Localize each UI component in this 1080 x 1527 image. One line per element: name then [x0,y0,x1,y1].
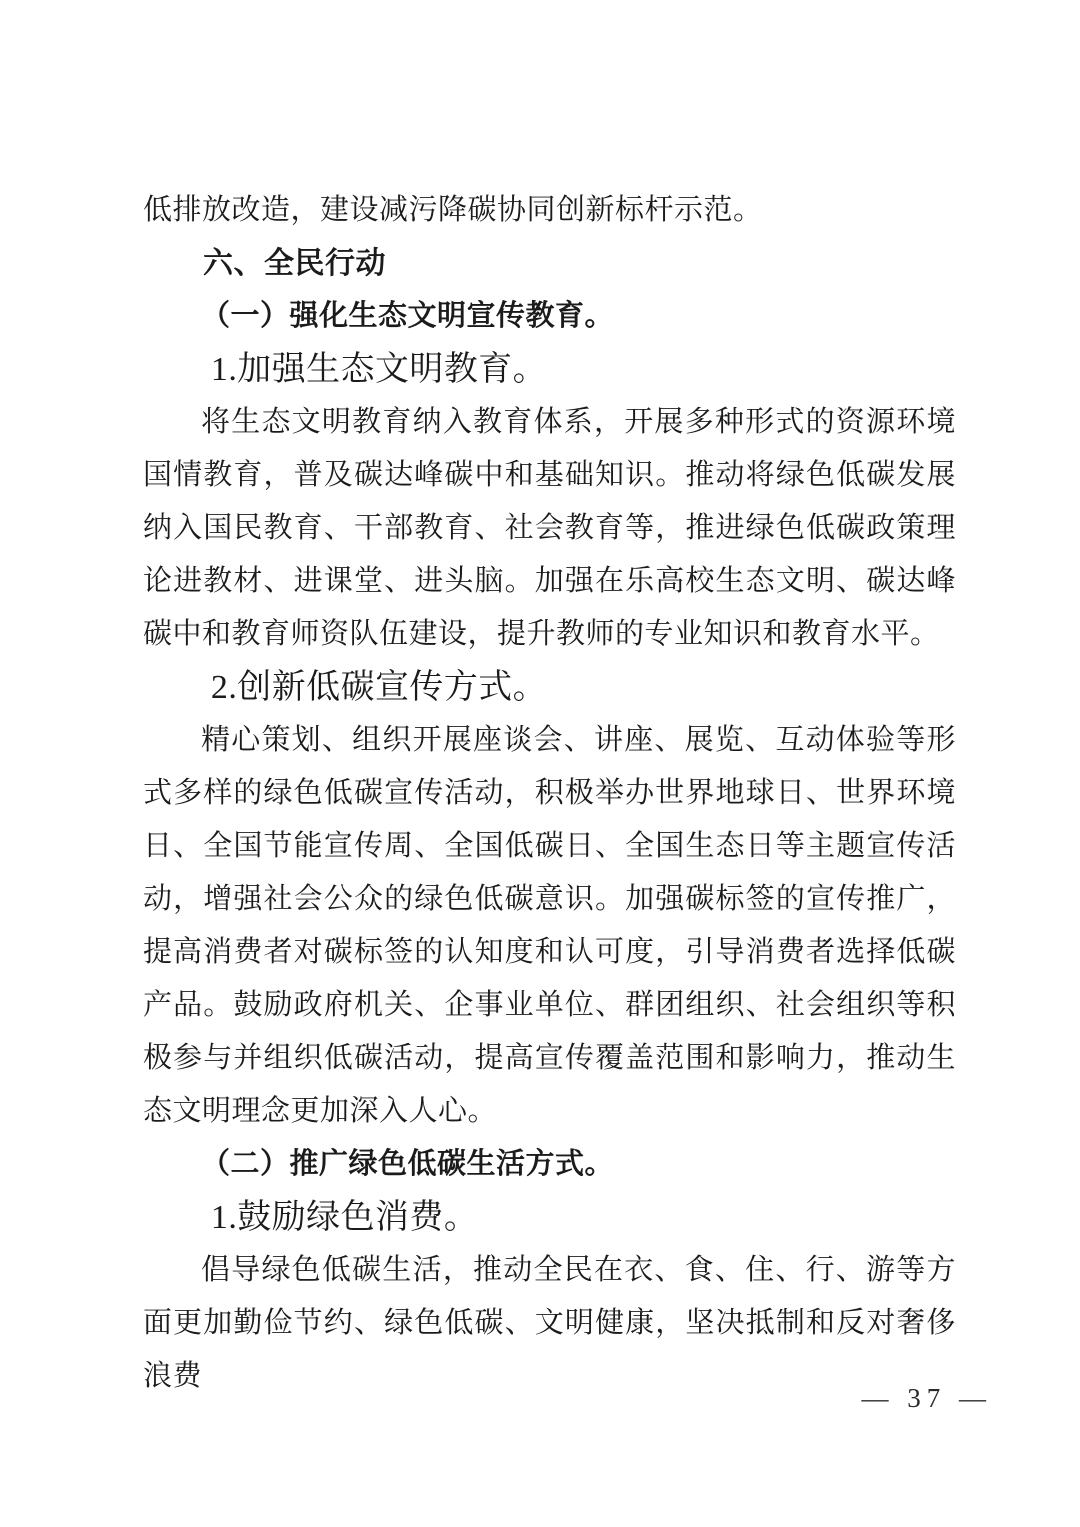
numbered-heading-2: 2.创新低碳宣传方式。 [210,669,548,706]
numbered-heading-1b: 1.鼓励绿色消费。 [210,1199,479,1236]
numbered-heading-1: 1.加强生态文明教育。 [210,351,548,388]
document-body [143,184,956,1403]
body-paragraph: 将生态文明教育纳入教育体系，开展多种形式的资源环境国情教育，普及碳达峰碳中和基础知识。推动将绿色低碳发展纳入国民教育、干部教育、社会教育等，推进绿色低碳政策理论进教材、进课堂、进头脑。加强在乐高校生态文明、碳达峰碳中和教育师资队伍建设，提升教师的专业知识和教育水平。 [143,406,956,650]
section-heading-six: 六、全民行动 [203,247,386,280]
page-number: — 37 — [861,1383,992,1413]
subsection-heading-one: （一）强化生态文明宣传教育。 [201,300,615,332]
subsection-heading-two: （二）推广绿色低碳生活方式。 [201,1148,615,1180]
body-paragraph: 倡导绿色低碳生活，推动全民在衣、食、住、行、游等方面更加勤俭节约、绿色低碳、文明健康，坚决抵制和反对奢侈浪费 [143,1254,956,1392]
body-paragraph-continuation: 低排放改造，建设减污降碳协同创新标杆示范。 [143,194,763,226]
body-paragraph: 精心策划、组织开展座谈会、讲座、展览、互动体验等形式多样的绿色低碳宣传活动，积极举办世界地球日、世界环境日、全国节能宣传周、全国低碳日、全国生态日等主题宣传活动，增强社会公众的绿色低碳意识。加强碳标签的宣传推广，提高消费者对碳标签的认知度和认可度，引导消费者选择低碳产品。鼓励政府机关、企事业单位、群团组织、社会组织等积极参与并组织低碳活动，提高宣传覆盖范围和影响力，推动生态文明理念更加深入人心。 [143,724,956,1127]
